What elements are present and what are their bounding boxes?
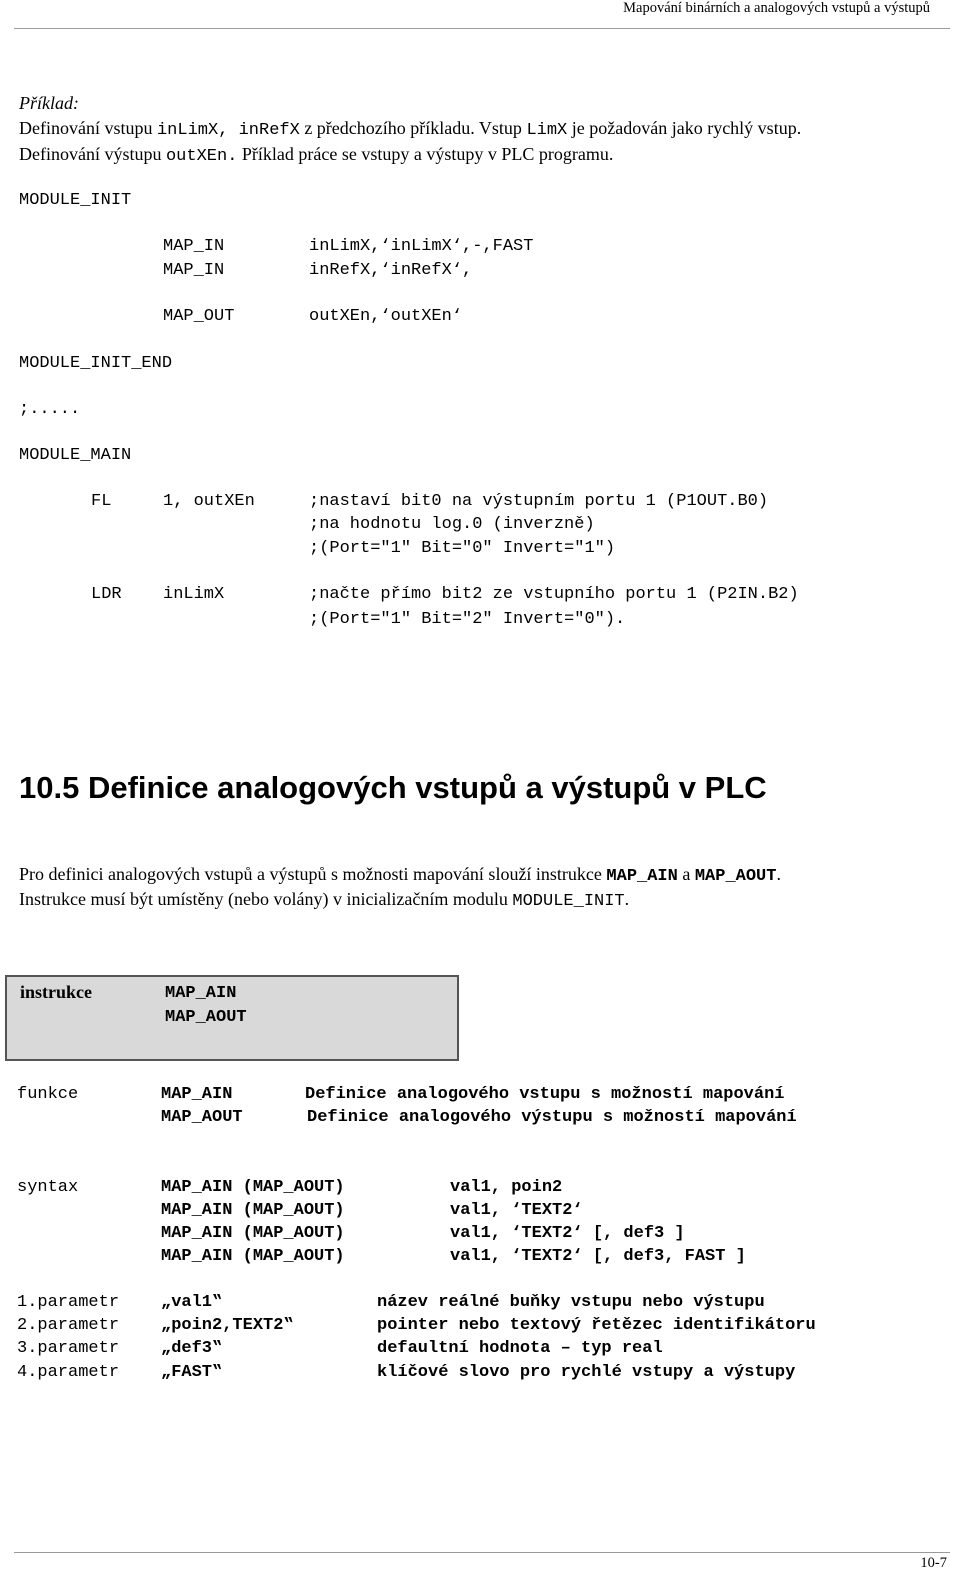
section-paragraph-2-run: Instrukce musí být umístěny (nebo volány) v inicializačním modulu [19, 889, 513, 909]
page-number: 10-7 [920, 1555, 947, 1571]
code-module-init: MODULE_INIT [19, 191, 132, 210]
example-label: Příklad: [19, 93, 79, 113]
code-map-out: MAP_OUT [163, 307, 235, 326]
code-map-in-1-args: inLimX,‘inLimX‘,-,FAST [309, 237, 534, 256]
syntax-instr-4: MAP_AIN (MAP_AOUT) [161, 1247, 345, 1266]
section-paragraph-2-run: MODULE_INIT [512, 892, 625, 911]
running-header-title: Mapování binárních a analogových vstupů a výstupů [623, 0, 930, 16]
example-line-1-run: LimX [526, 121, 568, 140]
section-paragraph-1-run: MAP_AOUT [694, 867, 777, 886]
param-value-1: „val1‟ [161, 1293, 223, 1312]
code-ellipsis: ;..... [19, 400, 81, 419]
code-map-out-args: outXEn,‘outXEn‘ [309, 307, 463, 326]
section-paragraph-1-run: Pro definici analogových vstupů a výstupů s možnosti mapování slouží instrukce [19, 864, 607, 884]
example-line-1-run: je požadován jako rychlý vstup. [567, 118, 802, 138]
code-fl-arg: 1, outXEn [163, 492, 255, 511]
funkce-desc-1: Definice analogového vstupu s možností mapování [305, 1085, 785, 1104]
syntax-instr-1: MAP_AIN (MAP_AOUT) [161, 1178, 345, 1197]
example-line-1 [19, 118, 801, 140]
instruction-map-ain: MAP_AIN [165, 984, 237, 1003]
param-desc-2: pointer nebo textový řetězec identifikátoru [377, 1316, 816, 1335]
example-line-1-run: z předchozího příkladu. Vstup [299, 118, 527, 138]
syntax-args-1: val1, poin2 [450, 1178, 563, 1197]
param-desc-4: klíčové slovo pro rychlé vstupy a výstupy [377, 1363, 796, 1382]
funkce-name-1: MAP_AIN [161, 1085, 233, 1104]
section-heading: 10.5 Definice analogových vstupů a výstupů v PLC [19, 770, 767, 805]
syntax-label: syntax [17, 1178, 79, 1197]
param-label-1: 1.parametr [17, 1293, 120, 1312]
syntax-args-4: val1, ‘TEXT2‘ [, def3, FAST ] [450, 1247, 746, 1266]
example-line-1-run: Definování vstupu [19, 118, 157, 138]
syntax-instr-2: MAP_AIN (MAP_AOUT) [161, 1201, 345, 1220]
code-ldr-comment-2: ;(Port="1" Bit="2" Invert="0"). [309, 610, 626, 629]
code-map-in-2: MAP_IN [163, 261, 225, 280]
code-ldr-comment-1: ;načte přímo bit2 ze vstupního portu 1 (P2IN.B2) [309, 585, 799, 604]
code-fl-comment-3: ;(Port="1" Bit="0" Invert="1") [309, 539, 616, 558]
example-line-1-run: inLimX, inRefX [156, 121, 300, 140]
param-label-2: 2.parametr [17, 1316, 120, 1335]
param-value-2: „poin2,TEXT2‟ [161, 1316, 294, 1335]
param-value-4: „FAST‟ [161, 1363, 223, 1382]
example-line-2-run: Definování výstupu [19, 144, 166, 164]
instruction-map-aout: MAP_AOUT [165, 1008, 247, 1027]
code-ldr-instr: LDR [91, 585, 122, 604]
section-paragraph-line-1 [19, 864, 781, 886]
code-fl-comment-1: ;nastaví bit0 na výstupním portu 1 (P1OUT.B0) [309, 492, 769, 511]
section-paragraph-2-run: . [624, 889, 630, 909]
syntax-args-2: val1, ‘TEXT2‘ [450, 1201, 583, 1220]
code-map-in-2-args: inRefX,‘inRefX‘, [309, 261, 473, 280]
syntax-instr-3: MAP_AIN (MAP_AOUT) [161, 1224, 345, 1243]
funkce-desc-2: Definice analogového výstupu s možností mapování [307, 1108, 797, 1127]
instruction-box-label: instrukce [20, 982, 92, 1002]
code-fl-comment-2: ;na hodnotu log.0 (inverzně) [309, 515, 595, 534]
header-rule [14, 28, 950, 29]
section-paragraph-1-run: . [776, 864, 781, 884]
code-module-main: MODULE_MAIN [19, 446, 132, 465]
param-label-4: 4.parametr [17, 1363, 120, 1382]
param-desc-1: název reálné buňky vstupu nebo výstupu [377, 1293, 765, 1312]
code-fl-instr: FL [91, 492, 112, 511]
param-desc-3: defaultní hodnota – typ real [377, 1339, 663, 1358]
param-label-3: 3.parametr [17, 1339, 120, 1358]
param-value-3: „def3‟ [161, 1339, 223, 1358]
funkce-name-2: MAP_AOUT [161, 1108, 243, 1127]
section-paragraph-1-run: a [677, 864, 695, 884]
syntax-args-3: val1, ‘TEXT2‘ [, def3 ] [450, 1224, 685, 1243]
funkce-label: funkce [17, 1085, 79, 1104]
example-line-2-run: Příklad práce se vstupy a výstupy v PLC programu. [237, 144, 614, 164]
section-paragraph-line-2 [19, 889, 629, 911]
example-line-2-run: outXEn. [165, 147, 238, 166]
footer-rule [14, 1552, 950, 1553]
code-ldr-arg: inLimX [163, 585, 225, 604]
code-map-in-1: MAP_IN [163, 237, 225, 256]
code-module-init-end: MODULE_INIT_END [19, 354, 173, 373]
section-paragraph-1-run: MAP_AIN [606, 867, 678, 886]
example-line-2 [19, 144, 613, 166]
